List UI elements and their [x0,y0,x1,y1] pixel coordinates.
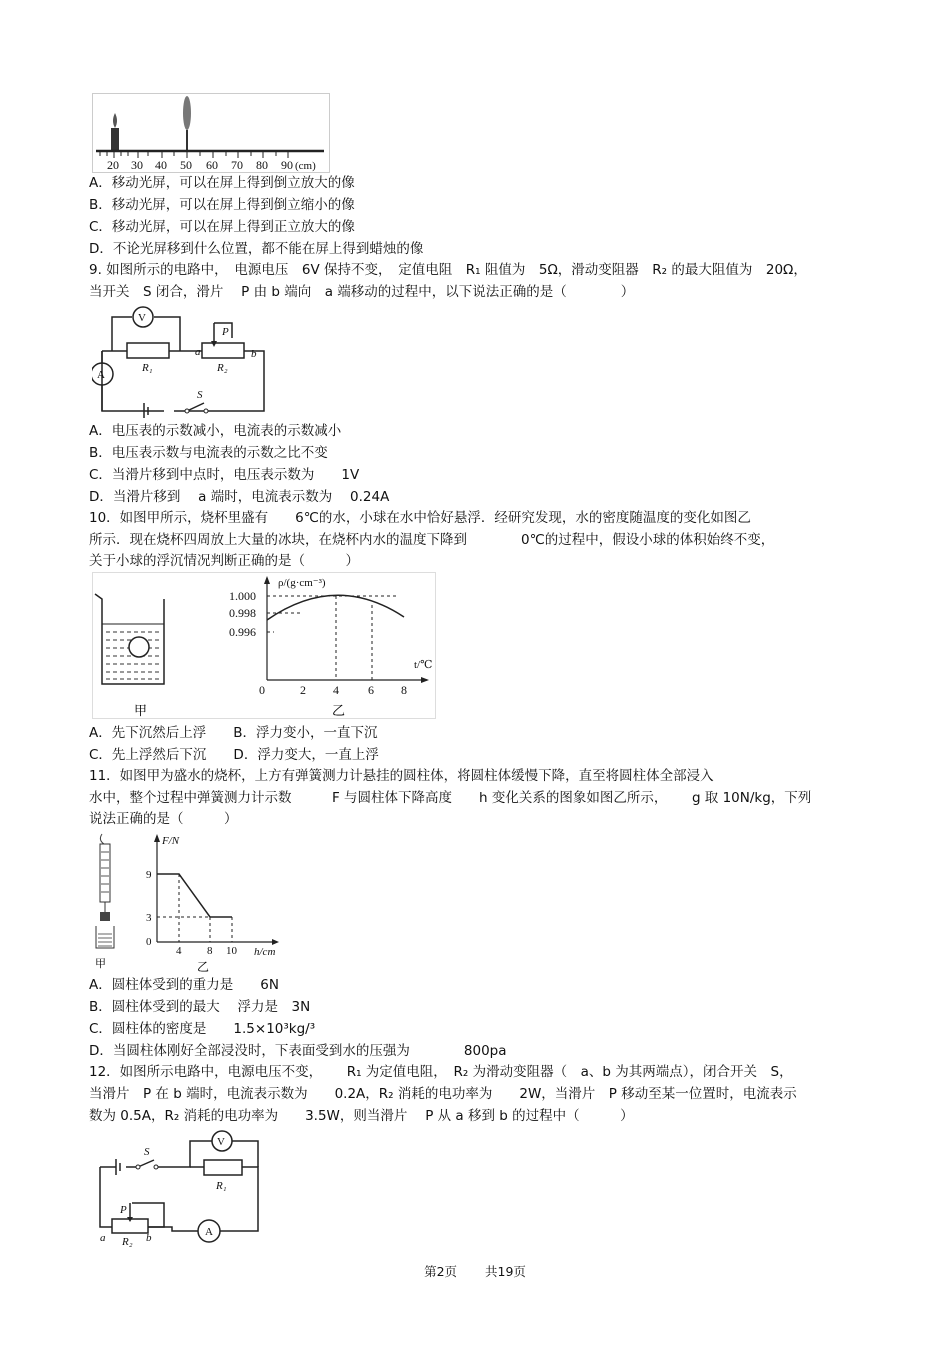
q11-figure [92,830,287,975]
y-tick: 0.998 [229,606,256,620]
end-a-label: a [100,1232,106,1244]
figure-jia-label: 甲 [95,958,106,970]
q12-stem-line1: 12．如图所示电路中，电源电压不变， R₁ 为定值电阻， R₂ 为滑动变阻器（ a、b 为其两端点），闭合开关 S， [89,1064,793,1080]
figure-yi-label: 乙 [332,703,346,718]
x-tick: 8 [207,945,213,957]
q9-option-b: B．电压表示数与电流表的示数之比不变 [89,445,328,461]
r1-label: R₁ [142,362,153,374]
tick-label: 40 [155,158,167,172]
page-footer [0,1262,950,1280]
q10-options-cd: C．先上浮然后下沉 D．浮力变大，一直上浮 [89,747,379,763]
tick-label: 60 [206,158,218,172]
y-axis-label: ρ/(g·cm⁻³) [278,577,326,589]
q11-option-a: A．圆柱体受到的重力是 6N [89,977,279,993]
q10-figure [92,572,437,720]
switch-label: S [144,1146,150,1158]
page-total: 共19页 [485,1264,526,1279]
switch-label: S [197,389,203,401]
q8-option-b: B．移动光屏，可以在屏上得到倒立缩小的像 [89,197,355,213]
tick-label: 80 [256,158,268,172]
q11-option-c: C．圆柱体的密度是 1.5×10³kg/³ [89,1021,316,1037]
voltmeter-label: V [217,1136,225,1148]
q11-stem-line3: 说法正确的是（ ） [89,811,238,827]
convex-lens [183,96,191,130]
r2-label: R₂ [122,1236,133,1247]
tick-label: 90 [281,158,293,172]
y-axis-label: F/N [162,835,180,847]
q10-stem-line3: 关于小球的浮沉情况判断正确的是（ ） [89,553,359,569]
q8-option-a: A．移动光屏，可以在屏上得到倒立放大的像 [89,175,355,191]
x-tick: 0 [259,683,265,697]
x-axis-label: h/cm [254,946,276,958]
figure-jia-label: 甲 [134,703,148,718]
y-tick: 0.996 [229,625,256,639]
x-tick: 10 [226,945,237,957]
q9-option-d: D．当滑片移到 a 端时，电流表示数为 0.24A [89,489,390,505]
q8-option-d: D．不论光屏移到什么位置，都不能在屏上得到蜡烛的像 [89,241,424,257]
q9-option-c: C．当滑片移到中点时，电压表示数为 1V [89,467,360,483]
q8-option-c: C．移动光屏，可以在屏上得到正立放大的像 [89,219,355,235]
end-a-label: a [195,346,201,358]
y-tick: 3 [146,912,152,924]
end-b-label: b [146,1232,152,1244]
ball [129,637,149,657]
q12-stem-line2: 当滑片 P 在 b 端时，电流表示数为 0.2A，R₂ 消耗的电功率为 2W，当滑片 P 移动至某一位置时，电流表示 [89,1086,797,1102]
y-tick: 9 [146,869,152,881]
optical-bench-figure [92,93,330,173]
r1-label: R₁ [216,1180,227,1192]
q9-option-a: A．电压表的示数减小，电流表的示数减小 [89,423,342,439]
q10-stem-line2: 所示．现在烧杯四周放上大量的冰块，在烧杯内水的温度下降到 0℃的过程中，假设小球的体积始终不变， [89,532,775,548]
unit-label: (cm) [295,160,316,172]
page-number: 第2页 [424,1264,458,1279]
r2-label: R₂ [217,362,228,374]
tick-label: 70 [231,158,243,172]
ammeter-label: A [205,1226,213,1238]
x-tick: 8 [401,683,407,697]
figure-yi-label: 乙 [197,960,210,974]
slider-p-label: P [120,1204,127,1216]
q9-stem-line2: 当开关 S 闭合，滑片 P 由 b 端向 a 端移动的过程中，以下说法正确的是（ ） [89,284,635,300]
x-tick: 4 [176,945,182,957]
q10-options-ab: A．先下沉然后上浮 B．浮力变小，一直下沉 [89,725,378,741]
x-tick: 4 [333,683,339,697]
q12-circuit-figure [92,1127,264,1247]
voltmeter-label: V [138,312,146,324]
slider-p-label: P [222,326,229,338]
q11-stem-line1: 11．如图甲为盛水的烧杯，上方有弹簧测力计悬挂的圆柱体，将圆柱体缓慢下降，直至将圆柱体全部浸入 [89,768,714,784]
candle [111,128,119,150]
q11-option-d: D．当圆柱体刚好全部浸没时，下表面受到水的压强为 800pa [89,1043,507,1059]
q12-stem-line3: 数为 0.5A，R₂ 消耗的电功率为 3.5W，则当滑片 P 从 a 移到 b 的过程中（ ） [89,1108,634,1124]
x-axis-label: t/℃ [414,659,433,671]
tick-label: 30 [131,158,143,172]
tick-label: 20 [107,158,119,172]
x-tick: 6 [368,683,374,697]
q10-stem-line1: 10．如图甲所示，烧杯里盛有 6℃的水，小球在水中恰好悬浮．经研究发现，水的密度随温度的变化如图乙 [89,510,751,526]
q9-circuit-figure [92,303,270,418]
ammeter-label: A [97,369,105,381]
y-tick: 0 [146,936,152,948]
y-tick: 1.000 [229,589,256,603]
end-b-label: b [251,348,257,360]
q11-option-b: B．圆柱体受到的最大 浮力是 3N [89,999,311,1015]
x-tick: 2 [300,683,306,697]
tick-label: 50 [180,158,192,172]
q9-stem-line1: 9. 如图所示的电路中， 电源电压 6V 保持不变， 定值电阻 R₁ 阻值为 5Ω，滑动变阻器 R₂ 的最大阻值为 20Ω， [89,262,807,278]
q11-stem-line2: 水中，整个过程中弹簧测力计示数 F 与圆柱体下降高度 h 变化关系的图象如图乙所示， g 取 10N/kg，下列 [89,790,812,806]
